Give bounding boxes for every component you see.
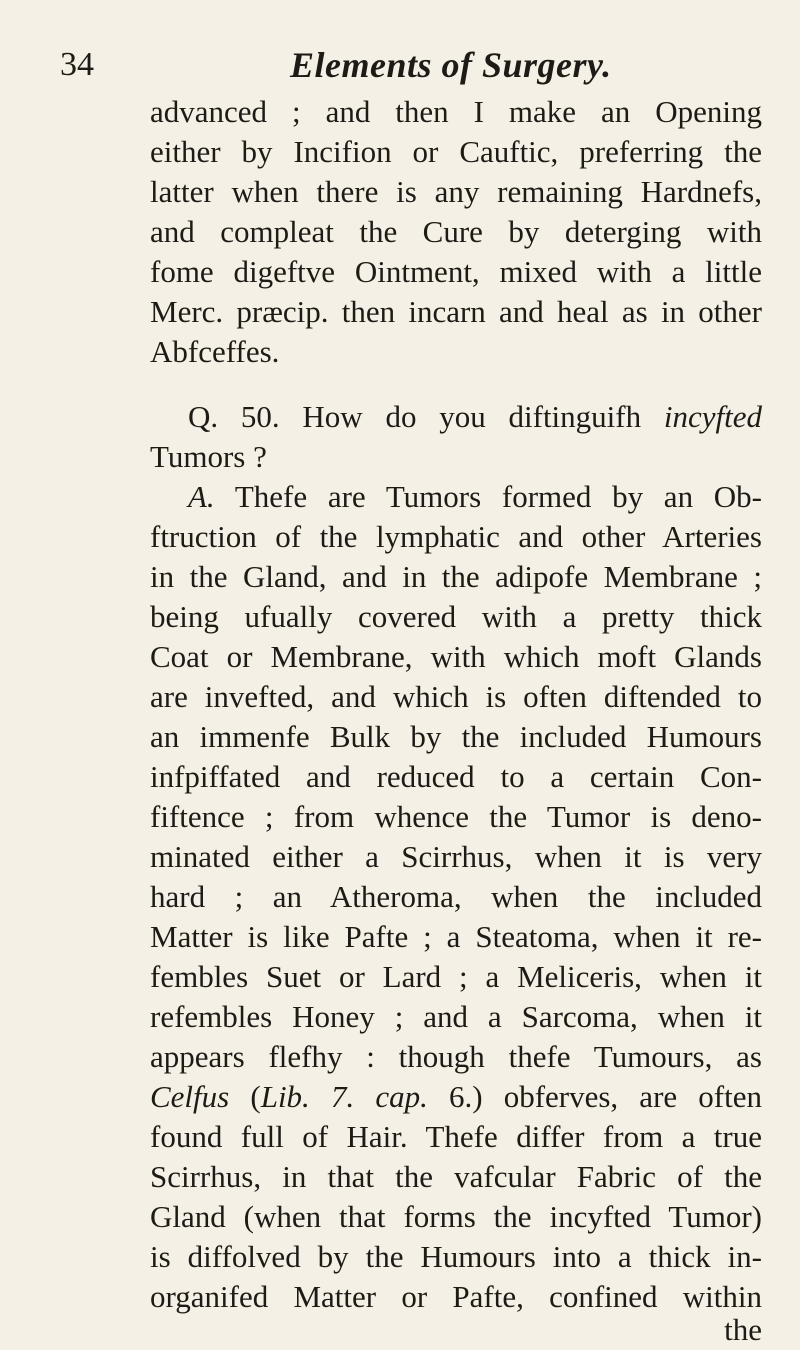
text-line: Tumors ? [150,439,267,474]
text-line: an immenfe Bulk by the included Humours [150,719,762,754]
text-line: minated either a Scirrhus, when it is very [150,839,762,874]
text-line: Scirrhus, in that the vafcular Fabric of the [150,1159,762,1194]
text-line: appears flefhy : though thefe Tumours, as [150,1039,762,1074]
running-title: Elements of Surgery. [290,45,612,85]
text-line: Matter is like Pafte ; a Steatoma, when it re- [150,919,762,954]
text-line: and compleat the Cure by deterging with [150,214,762,249]
text-line: fembles Suet or Lard ; a Meliceris, when it [150,959,762,994]
catchword: the [724,1312,762,1347]
text-line: infpiffated and reduced to a certain Con- [150,759,762,794]
text-line: fiftence ; from whence the Tumor is deno- [150,799,762,834]
text-line: advanced ; and then I make an Opening [150,94,762,129]
text-line: Coat or Membrane, with which moft Glands [150,639,762,674]
text-line: refembles Honey ; and a Sarcoma, when it [150,999,762,1034]
page-header [60,40,760,90]
question-line [188,397,762,437]
text-line: are invefted, and which is often diftended to [150,679,762,714]
answer-text: Thefe are Tumors formed by an Ob- [214,479,762,514]
book-reference: Lib. 7. cap. [260,1079,428,1114]
question-term: incyfted [663,399,762,434]
page-number: 34 [60,46,94,83]
answer-line [188,477,762,517]
question-text: Q. 50. How do you diftinguifh [188,399,664,434]
citation-line: Celfus (Lib. 7. cap. 6.) obferves, are often [150,1079,762,1114]
text-line: hard ; an Atheroma, when the included [150,879,762,914]
text-line: organifed Matter or Pafte, confined within [150,1279,762,1314]
text-line: Merc. præcip. then incarn and heal as in other [150,294,762,329]
text-line: Gland (when that forms the incyfted Tumor) [150,1199,762,1234]
author-name: Celfus [150,1079,230,1114]
text-line: latter when there is any remaining Hardnefs, [150,174,762,209]
answer-marker: A. [188,479,215,514]
text-line: ftruction of the lymphatic and other Arteries [150,519,762,554]
text-line: found full of Hair. Thefe differ from a true [150,1119,762,1154]
text-line: being ufually covered with a pretty thick [150,599,762,634]
text-line: is diffolved by the Humours into a thick in- [150,1239,762,1274]
text-line: either by Incifion or Cauftic, preferring the [150,134,762,169]
text-line: fome digeftve Ointment, mixed with a little [150,254,762,289]
text-line: in the Gland, and in the adipofe Membrane ; [150,559,762,594]
text-line: Abfceffes. [150,334,280,369]
